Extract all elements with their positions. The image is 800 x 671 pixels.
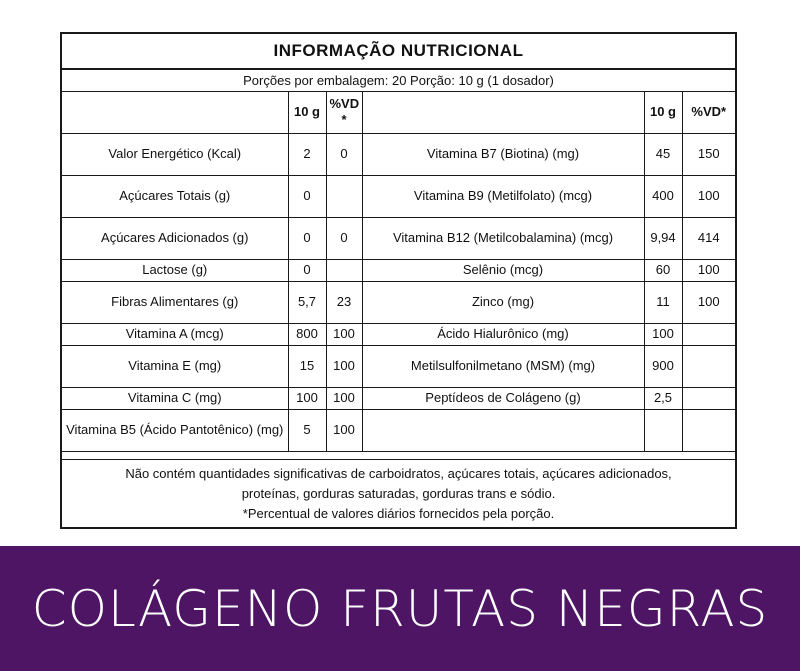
table-row	[62, 217, 735, 259]
left-nutrient-vd	[326, 259, 362, 281]
right-nutrient-name: Vitamina B9 (Metilfolato) (mcg)	[362, 175, 644, 217]
table-row	[62, 281, 735, 323]
left-nutrient-amount: 2	[288, 133, 326, 175]
serving-info: Porções por embalagem: 20 Porção: 10 g (1 dosador)	[62, 70, 735, 92]
right-nutrient-name: Peptídeos de Colágeno (g)	[362, 387, 644, 409]
right-nutrient-amount	[644, 409, 682, 451]
left-nutrient-amount: 0	[288, 259, 326, 281]
right-nutrient-amount: 2,5	[644, 387, 682, 409]
left-nutrient-vd: 100	[326, 387, 362, 409]
left-nutrient-amount: 0	[288, 217, 326, 259]
right-nutrient-name: Metilsulfonilmetano (MSM) (mg)	[362, 345, 644, 387]
right-nutrient-amount: 400	[644, 175, 682, 217]
right-nutrient-name: Zinco (mg)	[362, 281, 644, 323]
table-row	[62, 323, 735, 345]
header-blank-right	[362, 92, 644, 133]
left-nutrient-name: Lactose (g)	[62, 259, 288, 281]
left-nutrient-name: Fibras Alimentares (g)	[62, 281, 288, 323]
left-nutrient-vd	[326, 175, 362, 217]
footnote-line: proteínas, gorduras saturadas, gorduras trans e sódio.	[241, 485, 556, 501]
right-nutrient-name: Vitamina B7 (Biotina) (mg)	[362, 133, 644, 175]
left-nutrient-vd: 0	[326, 217, 362, 259]
left-nutrient-name: Açúcares Totais (g)	[62, 175, 288, 217]
right-nutrient-name: Ácido Hialurônico (mg)	[362, 323, 644, 345]
table-footnote	[62, 459, 735, 527]
right-nutrient-vd	[682, 387, 735, 409]
right-nutrient-amount: 11	[644, 281, 682, 323]
left-nutrient-amount: 5,7	[288, 281, 326, 323]
right-nutrient-name	[362, 409, 644, 451]
right-nutrient-vd: 100	[682, 259, 735, 281]
left-nutrient-name: Valor Energético (Kcal)	[62, 133, 288, 175]
header-row	[62, 92, 735, 133]
left-amount-header: 10 g	[288, 92, 326, 133]
left-vd-header: %VD *	[326, 92, 362, 133]
table-row	[62, 175, 735, 217]
right-nutrient-amount: 45	[644, 133, 682, 175]
right-nutrient-vd	[682, 323, 735, 345]
right-nutrient-vd: 100	[682, 175, 735, 217]
right-nutrient-vd: 150	[682, 133, 735, 175]
left-nutrient-amount: 100	[288, 387, 326, 409]
left-nutrient-vd: 100	[326, 409, 362, 451]
table-title: INFORMAÇÃO NUTRICIONAL	[62, 34, 735, 70]
left-nutrient-amount: 5	[288, 409, 326, 451]
left-nutrient-vd: 100	[326, 323, 362, 345]
left-nutrient-name: Vitamina B5 (Ácido Pantotênico) (mg)	[62, 409, 288, 451]
table-row	[62, 259, 735, 281]
nutrition-table	[60, 32, 737, 529]
right-amount-header: 10 g	[644, 92, 682, 133]
right-nutrient-vd: 100	[682, 281, 735, 323]
right-nutrient-vd	[682, 409, 735, 451]
table-row	[62, 133, 735, 175]
right-vd-header: %VD*	[682, 92, 735, 133]
left-nutrient-vd: 100	[326, 345, 362, 387]
right-nutrient-amount: 900	[644, 345, 682, 387]
left-nutrient-name: Açúcares Adicionados (g)	[62, 217, 288, 259]
table-row	[62, 409, 735, 451]
footnote-line: *Percentual de valores diários fornecidos pela porção.	[242, 505, 555, 521]
right-nutrient-name: Vitamina B12 (Metilcobalamina) (mcg)	[362, 217, 644, 259]
right-nutrient-vd: 414	[682, 217, 735, 259]
left-nutrient-amount: 15	[288, 345, 326, 387]
left-nutrient-name: Vitamina E (mg)	[62, 345, 288, 387]
table-row	[62, 345, 735, 387]
left-nutrient-amount: 800	[288, 323, 326, 345]
left-nutrient-name: Vitamina A (mcg)	[62, 323, 288, 345]
right-nutrient-vd	[682, 345, 735, 387]
left-nutrient-name: Vitamina C (mg)	[62, 387, 288, 409]
table-row	[62, 387, 735, 409]
product-banner	[0, 546, 800, 671]
right-nutrient-name: Selênio (mcg)	[362, 259, 644, 281]
left-nutrient-vd: 0	[326, 133, 362, 175]
footnote-line: Não contém quantidades significativas de carboidratos, açúcares totais, açúcares adicionados,	[125, 465, 672, 481]
right-nutrient-amount: 60	[644, 259, 682, 281]
right-nutrient-amount: 9,94	[644, 217, 682, 259]
right-nutrient-amount: 100	[644, 323, 682, 345]
product-name: COLÁGENO FRUTAS NEGRAS	[31, 579, 769, 638]
header-blank-left	[62, 92, 288, 133]
left-nutrient-amount: 0	[288, 175, 326, 217]
nutrient-grid	[62, 92, 735, 452]
left-nutrient-vd: 23	[326, 281, 362, 323]
